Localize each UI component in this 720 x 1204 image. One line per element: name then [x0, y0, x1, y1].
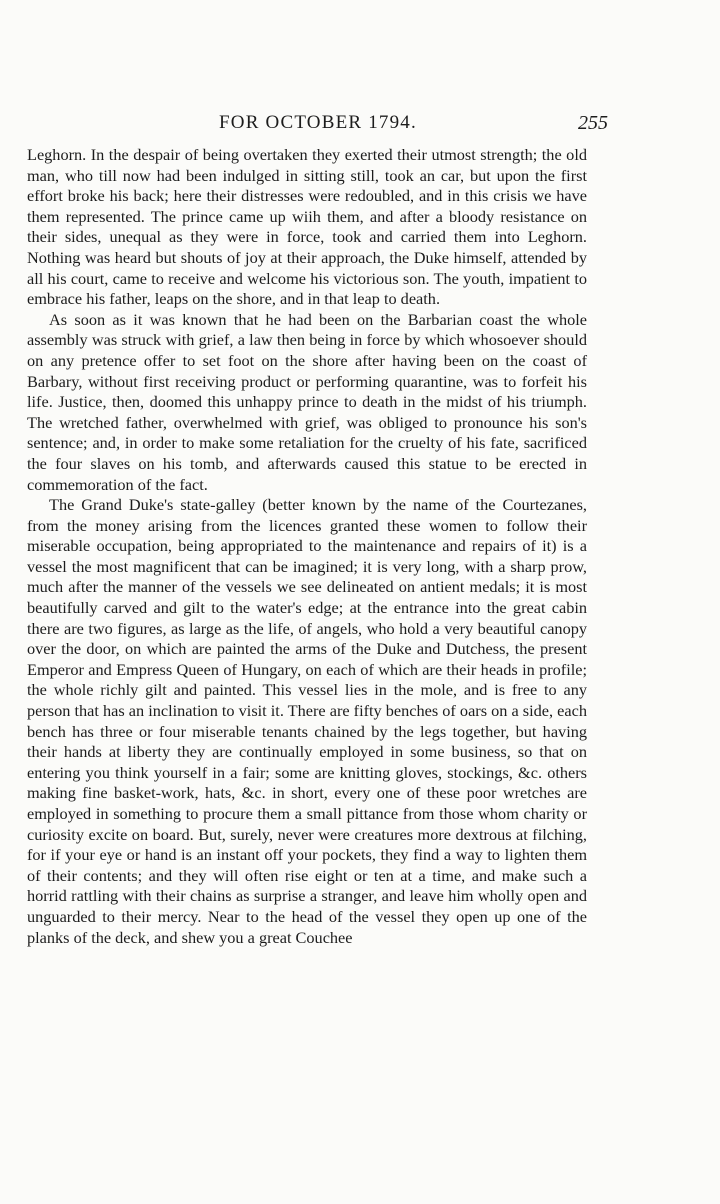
body-text: [27, 145, 587, 948]
running-head: [40, 112, 608, 138]
paragraph-1: Leghorn. In the despair of being overtaken they exerted their utmost strength; the old man, who till now had been indulged in sitting still, took an car, but upon the first effort broke his back; here their distresses were redoubled, and in this crisis we have them represented. The prince came up wiih them, and after a bloody resistance on their sides, unequal as they were in force, took and carried them into Leghorn. Nothing was heard but shouts of joy at their approach, the Duke himself, attended by all his court, came to receive and welcome his victorious son. The youth, impatient to embrace his father, leaps on the shore, and in that leap to death.: [27, 145, 587, 309]
paragraph-2: As soon as it was known that he had been on the Barbarian coast the whole assembly was struck with grief, a law then being in force by which whosoever should on any pretence offer to set foot on the shore after having been on the coast of Barbary, without first receiving product or performing quarantine, was to forfeit his life. Justice, then, doomed this unhappy prince to death in the midst of his triumph. The wretched father, overwhelmed with grief, was obliged to pronounce his son's sentence; and, in order to make some retaliation for the cruelty of his fate, sacrificed the four slaves on his tomb, and afterwards caused this statue to be erected in commemoration of the fact.: [27, 309, 587, 494]
page-number: 255: [578, 112, 608, 134]
running-title: FOR OCTOBER 1794.: [219, 112, 417, 133]
paragraph-3: The Grand Duke's state-galley (better known by the name of the Courtezanes, from the money arising from the licences granted these women to follow their miserable occupation, being appropriated to the maintenance and repairs of it) is a vessel the most magnificent that can be imagined; it is very long, with a sharp prow, much after the manner of the vessels we see delineated on antient medals; it is most beautifully carved and gilt to the water's edge; at the entrance into the great cabin there are two figures, as large as the life, of angels, who hold a very beautiful canopy over the door, on which are painted the arms of the Duke and Dutchess, the present Emperor and Empress Queen of Hungary, on each of which are their heads in profile; the whole richly gilt and painted. This vessel lies in the mole, and is free to any person that has an inclination to visit it. There are fifty benches of oars on a side, each bench has three or four miserable tenants chained by the legs together, but having their hands at liberty they are continually employed in some business, so that on entering you think yourself in a fair; some are knitting gloves, stockings, &c. others making fine basket-work, hats, &c. in short, every one of these poor wretches are employed in something to procure them a small pittance from those whom charity or curiosity excite on board. But, surely, never were creatures more dextrous at filching, for if your eye or hand is an instant off your pockets, they find a way to lighten them of their contents; and they will often rise eight or ten at a time, and make such a horrid rattling with their chains as surprise a stranger, and leave him wholly open and unguarded to their mercy. Near to the head of the vessel they open up one of the planks of the deck, and shew you a great Couchee: [27, 495, 587, 947]
